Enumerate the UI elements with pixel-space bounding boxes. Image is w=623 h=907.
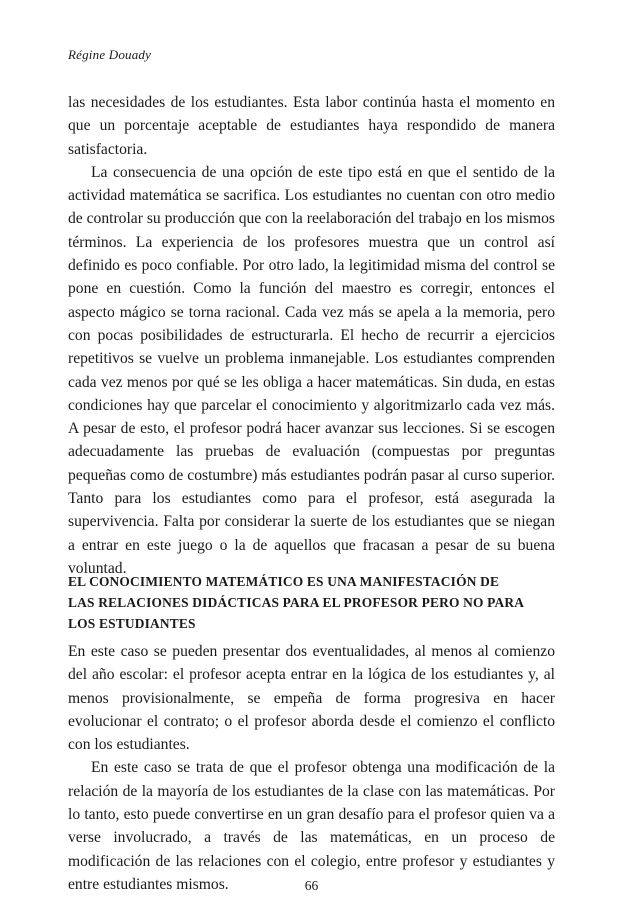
body-text-upper xyxy=(68,91,555,580)
page-number: 66 xyxy=(304,878,319,893)
section-heading xyxy=(68,571,555,634)
section-heading-line: LAS RELACIONES DIDÁCTICAS PARA EL PROFESOR PERO NO PARA xyxy=(68,595,525,610)
paragraph: En este caso se trata de que el profesor obtenga una modificación de la relación de la mayoría de los estudiantes de la clase con las matemáticas. Por lo tanto, esto puede convertirse en un gran desafío para el profesor quien va a verse involucrado, a través de las matemáticas, en un proceso de modificación de las relaciones con el colegio, entre profesor y estudiantes y entre estudiantes mismos. xyxy=(68,759,555,893)
running-head: Régine Douady xyxy=(68,47,152,62)
paragraph: las necesidades de los estudiantes. Esta labor continúa hasta el momento en que un porcentaje aceptable de estudiantes haya respondido de manera satisfactoria. xyxy=(68,94,555,158)
section-heading-line: EL CONOCIMIENTO MATEMÁTICO ES UNA MANIFESTACIÓN DE xyxy=(68,574,500,589)
paragraph: En este caso se pueden presentar dos eventualidades, al menos al comienzo del año escolar: el profesor acepta entrar en la lógica de los estudiantes y, al menos provisionalmente, se empeña de forma progresiva en hacer evolucionar el contrato; o el profesor aborda desde el comienzo el conflicto con los estudiantes. xyxy=(68,643,555,754)
section-heading-line: LOS ESTUDIANTES xyxy=(68,616,196,631)
paragraph: La consecuencia de una opción de este tipo está en que el sentido de la actividad matemática se sacrifica. Los estudiantes no cuentan con otro medio de controlar su producción que con la reelaboración del trabajo en los mismos términos. La experiencia de los profesores muestra que un control así definido es poco confiable. Por otro lado, la legitimidad misma del control se pone en cuestión. Como la función del maestro es corregir, entonces el aspecto mágico se torna racional. Cada vez más se apela a la memoria, pero con pocas posibilidades de estructurarla. El hecho de recurrir a ejercicios repetitivos se vuelve un problema inmanejable. Los estudiantes comprenden cada vez menos por qué se les obliga a hacer matemáticas. Sin duda, en estas condiciones hay que parcelar el conocimiento y algoritmizarlo cada vez más. A pesar de esto, el profesor podrá hacer avanzar sus lecciones. Si se escogen adecuadamente las pruebas de evaluación (compuestas por preguntas pequeñas como de costumbre) más estudiantes podrán pasar al curso superior. Tanto para los estudiantes como para el profesor, está asegurada la supervivencia. Falta por considerar la suerte de los estudiantes que se niegan a entrar en este juego o la de aquellos que fracasan a pesar de su buena voluntad. xyxy=(68,163,555,577)
body-text-lower xyxy=(68,640,555,896)
